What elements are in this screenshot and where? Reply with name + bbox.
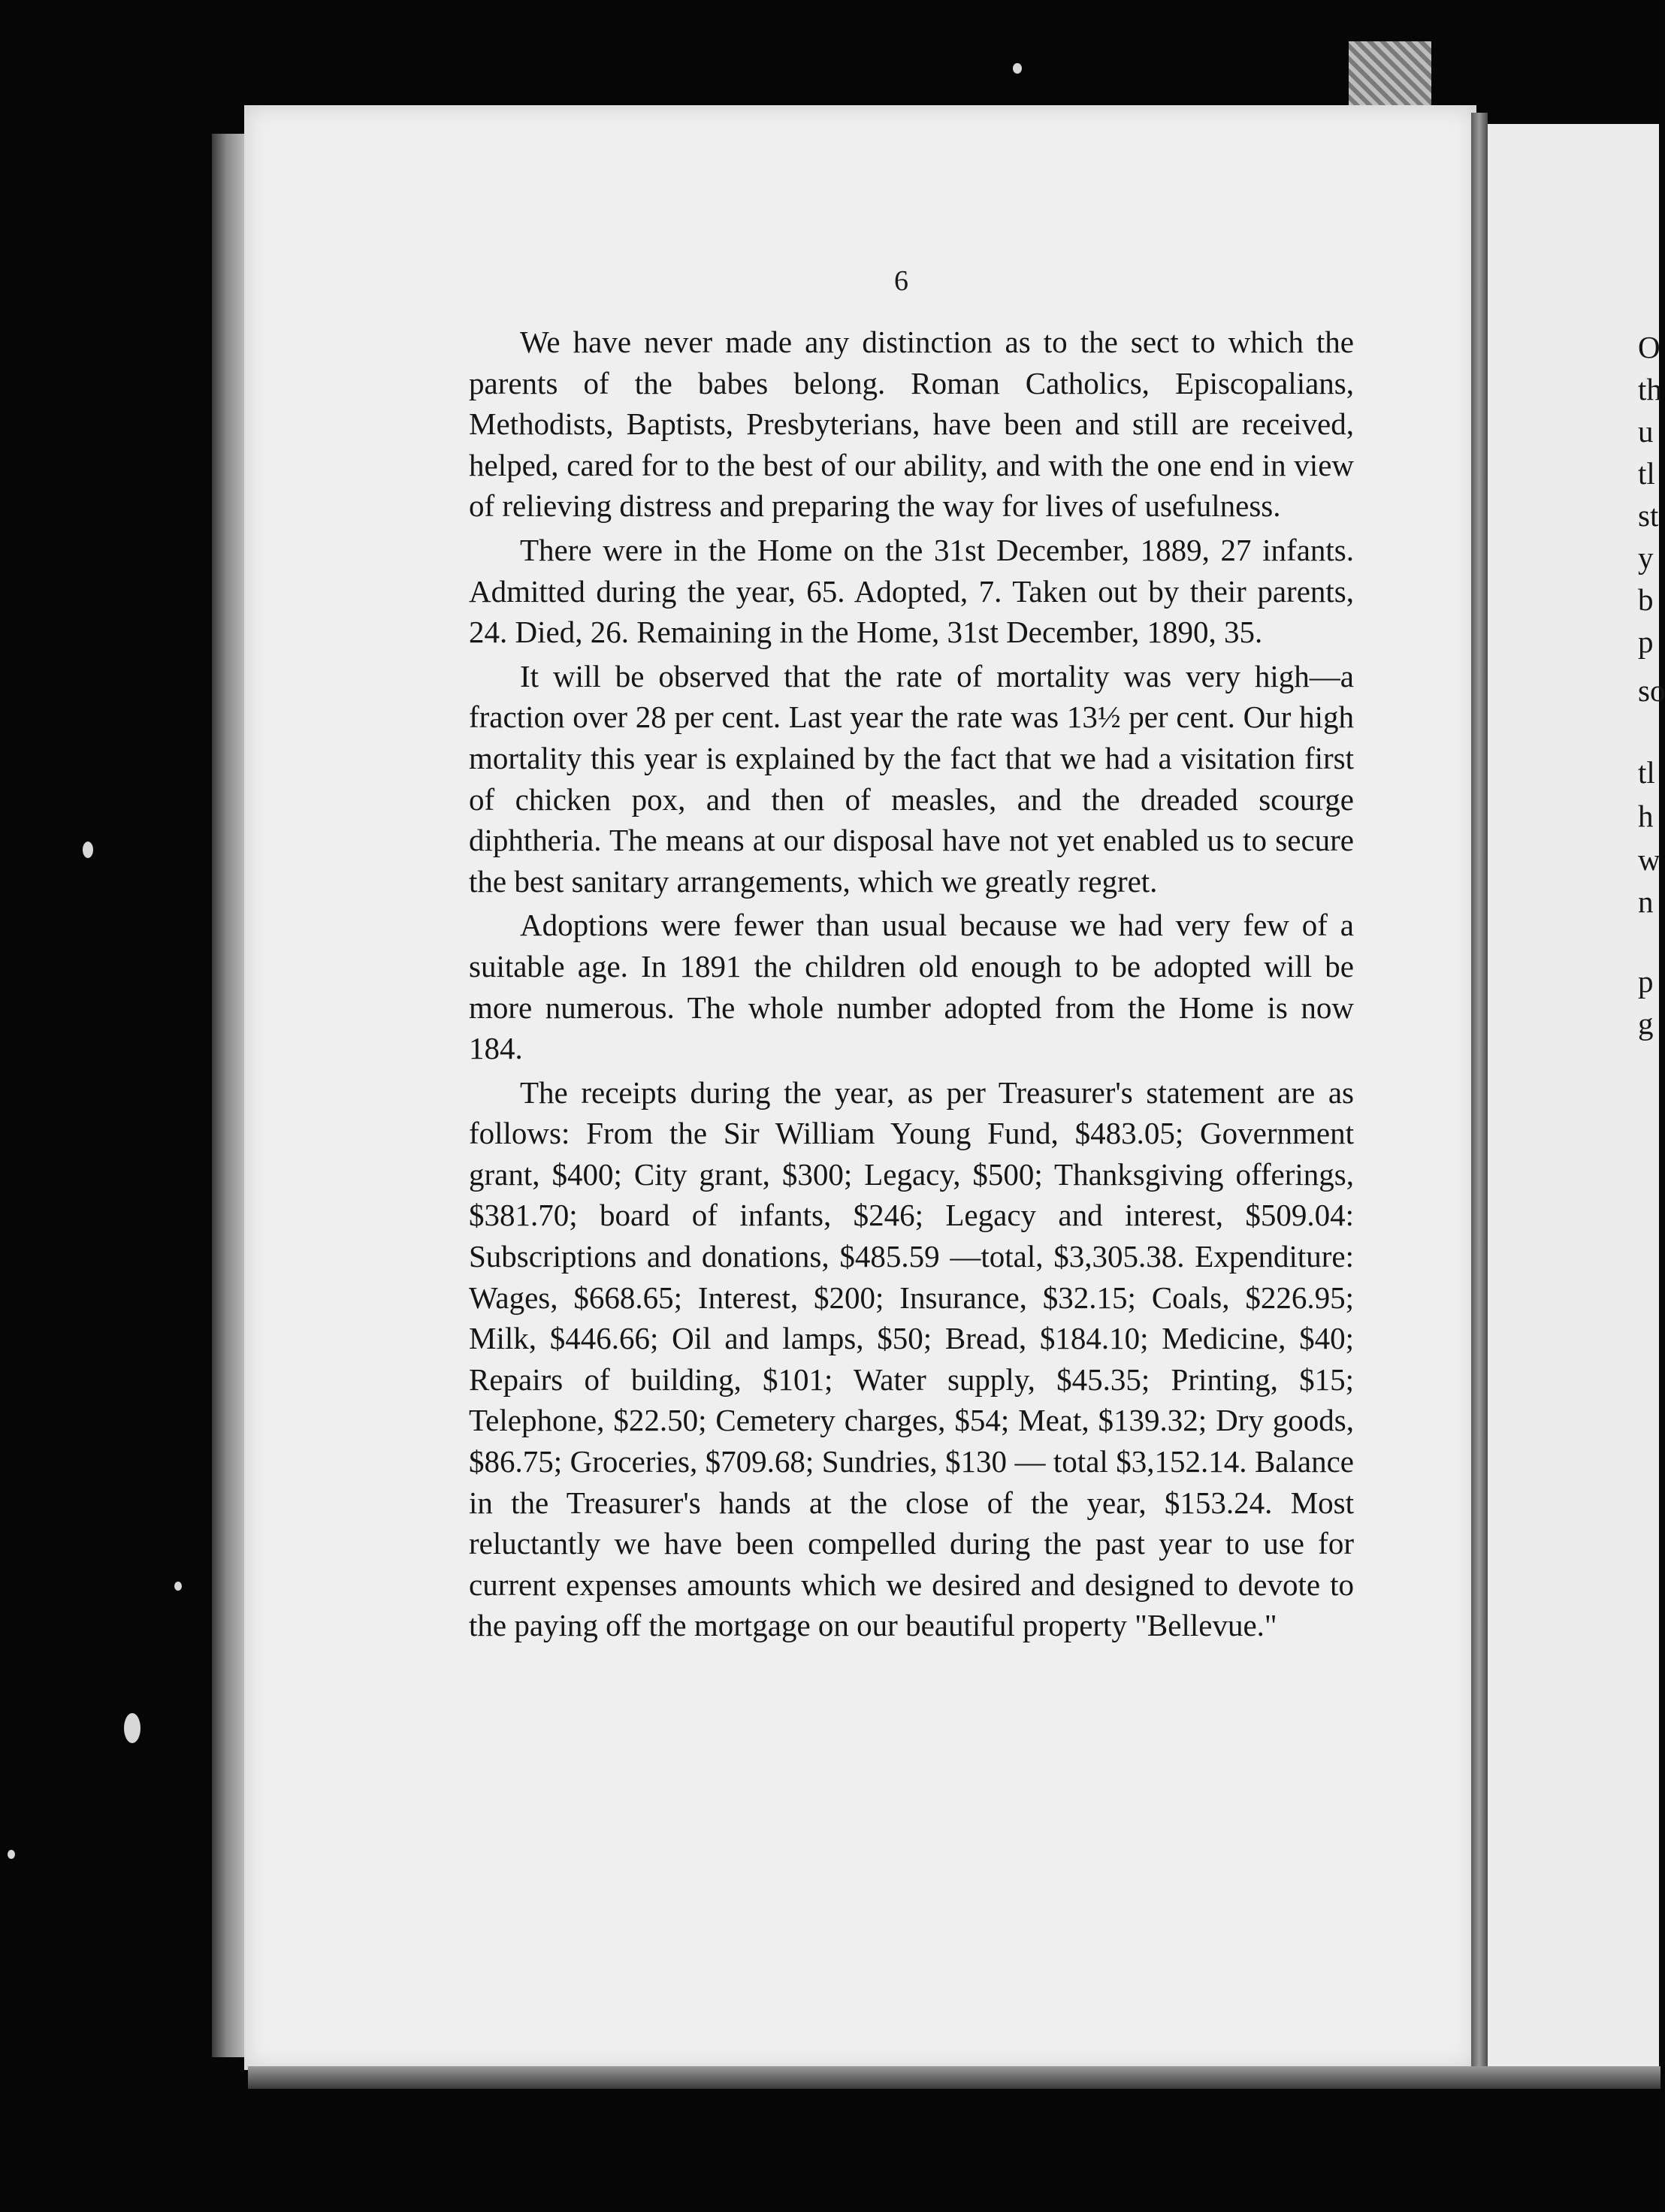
body-text — [469, 322, 1354, 1649]
right-page-fragment: g — [1638, 1006, 1654, 1041]
margin-speck — [174, 1582, 182, 1591]
right-page-fragment: w — [1638, 842, 1660, 877]
right-page-fragment: th — [1638, 372, 1662, 406]
margin-speck — [1013, 63, 1022, 74]
right-page-fragment: y — [1638, 540, 1654, 575]
margin-speck — [124, 1713, 141, 1743]
right-page — [1488, 124, 1659, 2078]
right-page-fragment: tl — [1638, 755, 1655, 790]
page-bottom-edge — [248, 2066, 1660, 2089]
page-number: 6 — [894, 265, 908, 297]
scan-edge-strip — [1349, 41, 1431, 113]
right-page-fragment: p — [1638, 964, 1654, 999]
paragraph-sect-distinction: We have never made any distinction as to the sect to which the parents of the babes belong. Roman Catholics, Episcopalians, Methodists, Baptists, Presbyterians, have been and still are received, helped, cared for to the best of our ability, and with the one end in view of relieving distress and preparing the way for lives of usefulness. — [469, 325, 1354, 524]
right-page-fragment: b — [1638, 582, 1654, 617]
right-page-fragment: n — [1638, 884, 1654, 919]
paragraph-infant-statistics: There were in the Home on the 31st December, 1889, 27 infants. Admitted during the year, 65. Adopted, 7. Taken out by their parents, 24. Died, 26. Remaining in the Home, 31st December, 1890, 35. — [469, 532, 1354, 650]
paragraph-receipts-expenditure: The receipts during the year, as per Treasurer's statement are as follows: From the Sir William Young Fund, $483.05; Government grant, $400; City grant, $300; Legacy, $500; Thanksgiving offerings, $381.70; board of infants, $246; Legacy and interest, $509.04: Subscriptions and donations, $485.59 —total, $3,305.38. Expenditure: Wages, $668.65; Interest, $200; Insurance, $32.15; Coals, $226.95; Milk, $446.66; Oil and lamps, $50; Bread, $184.10; Medicine, $40; Repairs of building, $101; Water supply, $45.35; Printing, $15; Telephone, $22.50; Cemetery charges, $54; Meat, $139.32; Dry goods, $86.75; Groceries, $709.68; Sundries, $130 — total $3,152.14. Balance in the Treasurer's hands at the close of the year, $153.24. Most reluctantly we have been compelled during the past year to use for current expenses amounts which we desired and designed to devote to the paying off the mortgage on our beautiful property "Bellevue." — [469, 1074, 1354, 1643]
right-page-fragment: st — [1638, 498, 1659, 533]
paragraph-adoptions: Adoptions were fewer than usual because we had very few of a suitable age. In 1891 the children old enough to be adopted will be more numerous. The whole number adopted from the Home is now 184. — [469, 908, 1354, 1066]
right-page-fragment: p — [1638, 624, 1654, 659]
page-gutter — [1471, 113, 1488, 2066]
right-page-fragment: tl — [1638, 456, 1655, 491]
right-page-fragment: so — [1638, 673, 1665, 708]
paragraph-mortality: It will be observed that the rate of mortality was very high—a fraction over 28 per cent. Last year the rate was 13½ per cent. Our high mortality this year is explained by the fact that we had a visitation first of chicken pox, and then of measles, and the dreaded scourge diphtheria. The means at our disposal have not yet enabled us to secure the best sanitary arrangements, which we greatly regret. — [469, 658, 1354, 899]
right-page-fragment: O — [1638, 330, 1660, 364]
right-page-fragment: u — [1638, 414, 1654, 449]
right-page-fragment: h — [1638, 799, 1654, 833]
margin-speck — [83, 842, 93, 858]
margin-speck — [8, 1850, 15, 1859]
